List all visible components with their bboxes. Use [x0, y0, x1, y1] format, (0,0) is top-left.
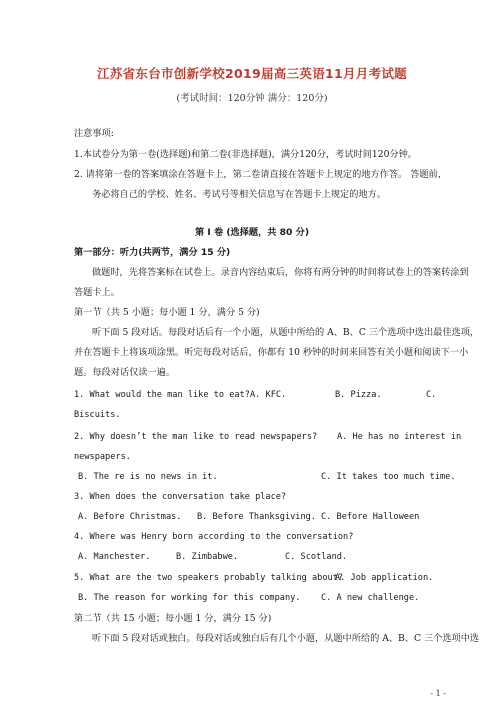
section1-heading: 第一节（共 5 小题；每小题 1 分，满分 5 分) [74, 307, 260, 318]
notice-item-2-line1: 2. 请将第一卷的答案填涂在答题卡上，第二卷请直接在答题卡上规定的地方作答。 答题前， [74, 169, 447, 180]
q2-option-a-wrap: newspapers. [74, 452, 131, 462]
section1-intro-line3: 题。每段对话仅读一遍。 [74, 367, 176, 378]
question-1: 1. What would the man like to eat? [74, 390, 250, 400]
q1-option-b: B. Pizza. [335, 390, 382, 400]
notice-item-2-line2: 务必将自己的学校、姓名、考试号等相关信息写在答题卡上规定的地方。 [92, 189, 386, 200]
q1-option-c-wrap: Biscuits. [74, 410, 121, 420]
q5-option-c: C. A new challenge. [321, 593, 420, 603]
q3-option-b: B. Before Thanksgiving. [197, 512, 316, 522]
question-4: 4. Where was Henry born according to the conversation? [74, 532, 354, 542]
q1-option-a: A. KFC. [250, 390, 287, 400]
question-3: 3. When does the conversation take place? [74, 492, 287, 502]
part1-intro-line2: 答题卡上。 [74, 287, 120, 298]
notice-item-1: 1.本试卷分为第一卷(选择题)和第二卷(非选择题)，满分120分，考试时间120分钟。 [74, 149, 417, 160]
section1-intro-line1: 听下面 5 段对话。每段对话后有一个小题，从题中所给的 A、B、C 三个选项中选出最佳选项， [92, 327, 480, 338]
q4-option-c: C. Scotland. [285, 552, 348, 562]
volume-heading: 第 I 卷 (选择题，共 80 分) [194, 227, 310, 238]
q4-option-b: B. Zimbabwe. [176, 552, 239, 562]
section1-intro-line2: 并在答题卡上将该项涂黑。听完每段对话后，你都有 10 秒钟的时间来回答有关小题和阅读下一小 [74, 347, 469, 358]
section2-intro-line1: 听下面 5 段对话或独白。每段对话或独白后有几个小题，从题中所给的 A、B、C 三个选项中选 [92, 633, 480, 644]
part1-heading: 第一部分：听力(共两节，满分 15 分) [74, 247, 231, 258]
part1-intro-line1: 做题时，先将答案标在试卷上。录音内容结束后，你将有两分钟的时间将试卷上的答案转涂到 [92, 267, 469, 278]
page-number: - 1 - [430, 689, 446, 698]
notice-heading: 注意事项: [74, 128, 114, 139]
section2-heading: 第二节（共 15 小题；每小题 1 分，满分 15 分) [74, 613, 272, 624]
question-2: 2. Why doesn’t the man like to read newspapers? [74, 432, 318, 442]
q5-option-b: B. The reason for working for this company. [78, 593, 301, 603]
q3-option-a: A. Before Christmas. [78, 512, 182, 522]
q2-option-a: A. He has no interest in [337, 432, 462, 442]
exam-info: (考试时间：120分钟 满分：120分) [176, 93, 328, 104]
question-5: 5. What are the two speakers probably talking about? [74, 573, 344, 583]
q2-option-b: B. The re is no news in it. [78, 472, 218, 482]
q5-option-a: A. Job application. [335, 573, 434, 583]
q1-option-c: C. [426, 390, 437, 400]
q4-option-a: A. Manchester. [78, 552, 151, 562]
q2-option-c: C. It takes too much time. [321, 472, 456, 482]
q3-option-c: C. Before Halloween [321, 512, 420, 522]
document-title: 江苏省东台市创新学校2019届高三英语11月月考试题 [97, 66, 407, 81]
